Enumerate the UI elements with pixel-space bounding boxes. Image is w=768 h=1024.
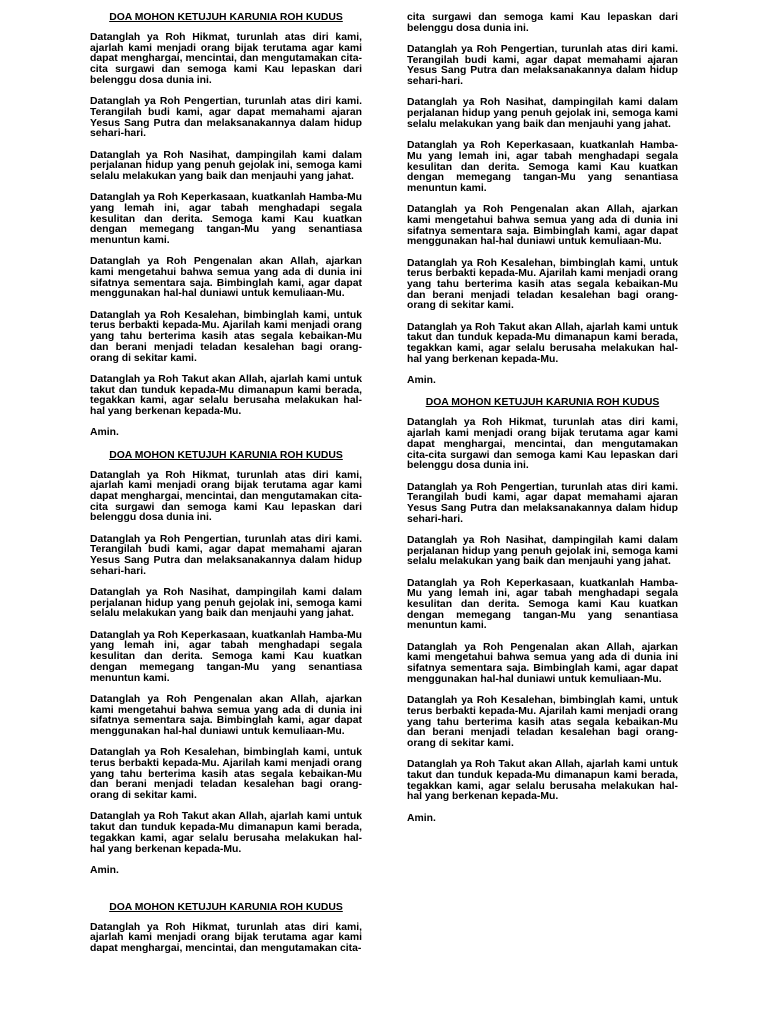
prayer-paragraph: Datanglah ya Roh Pengenalan akan Allah, ajarkan kami mengetahui bahwa semua yang ada di dunia ini sifatnya sementara saja. Bimbinglah kami, agar dapat menggunakan hal-hal duniawi untuk kemuliaan-Mu.: [90, 693, 362, 737]
prayer-paragraph-fragment: cita surgawi dan semoga kami Kau lepaskan dari belenggu dosa dunia ini.: [407, 12, 678, 34]
prayer-paragraph: Datanglah ya Roh Pengenalan akan Allah, ajarkan kami mengetahui bahwa semua yang ada di dunia ini sifatnya sementara saja. Bimbinglah kami, agar dapat menggunakan hal-hal duniawi untuk kemuliaan-Mu.: [90, 256, 362, 300]
prayer-paragraph: Datanglah ya Roh Pengertian, turunlah atas diri kami. Terangilah budi kami, agar dapat memahami ajaran Yesus Sang Putra dan melaksanakannya dalam hidup sehari-hari.: [407, 44, 678, 88]
prayer-title: DOA MOHON KETUJUH KARUNIA ROH KUDUS: [425, 397, 660, 409]
prayer-paragraph: Datanglah ya Roh Nasihat, dampingilah kami dalam perjalanan hidup yang penuh gejolak ini, semoga kami selalu melakukan yang baik dan menjauhi yang jahat.: [407, 534, 678, 568]
prayer-title: DOA MOHON KETUJUH KARUNIA ROH KUDUS: [109, 449, 343, 461]
prayer-paragraph: Datanglah ya Roh Takut akan Allah, ajarlah kami untuk takut dan tunduk kepada-Mu dimanapun kami berada, tegakkan kami, agar selalu berusaha melakukan hal-hal yang berkenan kepada-Mu.: [407, 759, 678, 803]
prayer-paragraph: Datanglah ya Roh Keperkasaan, kuatkanlah Hamba-Mu yang lemah ini, agar tabah menghadapi segala kesulitan dan derita. Semoga kami Kau kuatkan dengan memegang tangan-Mu yang senantiasa menuntun kami.: [90, 192, 362, 247]
prayer-paragraph: Datanglah ya Roh Keperkasaan, kuatkanlah Hamba-Mu yang lemah ini, agar tabah menghadapi segala kesulitan dan derita. Semoga kami Kau kuatkan dengan memegang tangan-Mu yang senantiasa menuntun kami.: [407, 577, 678, 632]
prayer-paragraph: Datanglah ya Roh Pengenalan akan Allah, ajarkan kami mengetahui bahwa semua yang ada di dunia ini sifatnya sementara saja. Bimbinglah kami, agar dapat menggunakan hal-hal duniawi untuk kemuliaan-Mu.: [407, 204, 678, 248]
prayer-paragraph: Datanglah ya Roh Pengertian, turunlah atas diri kami. Terangilah budi kami, agar dapat memahami ajaran Yesus Sang Putra dan melaksanakannya dalam hidup sehari-hari.: [90, 96, 362, 140]
prayer-paragraph: Datanglah ya Roh Kesalehan, bimbinglah kami, untuk terus berbakti kepada-Mu. Ajarilah kami menjadi orang yang tahu berterima kasih atas segala kebaikan-Mu dan berani menjadi teladan kesalehan bagi orang-orang di sekitar kami.: [90, 747, 362, 802]
amen-line: Amin.: [90, 427, 119, 439]
prayer-paragraph: Datanglah ya Roh Kesalehan, bimbinglah kami, untuk terus berbakti kepada-Mu. Ajarilah kami menjadi orang yang tahu berterima kasih atas segala kebaikan-Mu dan berani menjadi teladan kesalehan bagi orang-orang di sekitar kami.: [407, 695, 678, 749]
amen-line: Amin.: [90, 864, 119, 876]
prayer-paragraph-fragment: Datanglah ya Roh Hikmat, turunlah atas diri kami, ajarlah kami menjadi orang bijak terutama agar kami dapat menghargai, mencintai, dan mengutamakan cita-: [90, 921, 362, 954]
right-column: [407, 13, 678, 835]
prayer-paragraph: Datanglah ya Roh Keperkasaan, kuatkanlah Hamba-Mu yang lemah ini, agar tabah menghadapi segala kesulitan dan derita. Semoga kami Kau kuatkan dengan memegang tangan-Mu yang senantiasa menuntun kami.: [90, 629, 362, 684]
prayer-paragraph: Datanglah ya Roh Pengenalan akan Allah, ajarkan kami mengetahui bahwa semua yang ada di dunia ini sifatnya sementara saja. Bimbinglah kami, agar dapat menggunakan hal-hal duniawi untuk kemuliaan-Mu.: [407, 641, 678, 685]
amen-line: Amin.: [407, 375, 436, 387]
prayer-paragraph: Datanglah ya Roh Takut akan Allah, ajarlah kami untuk takut dan tunduk kepada-Mu dimanapun kami berada, tegakkan kami, agar selalu berusaha melakukan hal-hal yang berkenan kepada-Mu.: [90, 811, 362, 855]
prayer-paragraph: Datanglah ya Roh Nasihat, dampingilah kami dalam perjalanan hidup yang penuh gejolak ini, semoga kami selalu melakukan yang baik dan menjauhi yang jahat.: [407, 97, 678, 130]
prayer-paragraph: Datanglah ya Roh Nasihat, dampingilah kami dalam perjalanan hidup yang penuh gejolak ini, semoga kami selalu melakukan yang baik dan menjauhi yang jahat.: [90, 149, 362, 182]
amen-line: Amin.: [407, 812, 436, 824]
prayer-paragraph: Datanglah ya Roh Takut akan Allah, ajarlah kami untuk takut dan tunduk kepada-Mu dimanapun kami berada, tegakkan kami, agar selalu berusaha melakukan hal-hal yang berkenan kepada-Mu.: [407, 321, 678, 365]
prayer-title: DOA MOHON KETUJUH KARUNIA ROH KUDUS: [109, 12, 343, 23]
prayer-title: DOA MOHON KETUJUH KARUNIA ROH KUDUS: [109, 901, 343, 913]
prayer-paragraph: Datanglah ya Roh Hikmat, turunlah atas diri kami, ajarlah kami menjadi orang bijak terutama agar kami dapat menghargai, mencintai, dan mengutamakan cita-cita surgawi dan semoga kami Kau lepaskan dari belenggu dosa dunia ini.: [90, 469, 362, 524]
prayer-paragraph: Datanglah ya Roh Pengertian, turunlah atas diri kami. Terangilah budi kami, agar dapat memahami ajaran Yesus Sang Putra dan melaksanakannya dalam hidup sehari-hari.: [407, 481, 678, 525]
left-column: [90, 12, 362, 965]
prayer-paragraph: Datanglah ya Roh Takut akan Allah, ajarlah kami untuk takut dan tunduk kepada-Mu dimanapun kami berada, tegakkan kami, agar selalu berusaha melakukan hal-hal yang berkenan kepada-Mu.: [90, 373, 362, 417]
prayer-paragraph: Datanglah ya Roh Pengertian, turunlah atas diri kami. Terangilah budi kami, agar dapat memahami ajaran Yesus Sang Putra dan melaksanakannya dalam hidup sehari-hari.: [90, 533, 362, 577]
prayer-paragraph: Datanglah ya Roh Hikmat, turunlah atas diri kami, ajarlah kami menjadi orang bijak terutama agar kami dapat menghargai, mencintai, dan mengutamakan cita-cita surgawi dan semoga kami Kau lepaskan dari belenggu dosa dunia ini.: [407, 417, 678, 472]
prayer-paragraph: Datanglah ya Roh Keperkasaan, kuatkanlah Hamba-Mu yang lemah ini, agar tabah menghadapi segala kesulitan dan derita. Semoga kami Kau kuatkan dengan memegang tangan-Mu yang senantiasa menuntun kami.: [407, 140, 678, 194]
prayer-paragraph: Datanglah ya Roh Hikmat, turunlah atas diri kami, ajarlah kami menjadi orang bijak terutama agar kami dapat menghargai, mencintai, dan mengutamakan cita-cita surgawi dan semoga kami Kau lepaskan dari belenggu dosa dunia ini.: [90, 32, 362, 86]
prayer-paragraph: Datanglah ya Roh Kesalehan, bimbinglah kami, untuk terus berbakti kepada-Mu. Ajarilah kami menjadi orang yang tahu berterima kasih atas segala kebaikan-Mu dan berani menjadi teladan kesalehan bagi orang-orang di sekitar kami.: [407, 257, 678, 312]
prayer-paragraph: Datanglah ya Roh Nasihat, dampingilah kami dalam perjalanan hidup yang penuh gejolak ini, semoga kami selalu melakukan yang baik dan menjauhi yang jahat.: [90, 587, 362, 620]
prayer-paragraph: Datanglah ya Roh Kesalehan, bimbinglah kami, untuk terus berbakti kepada-Mu. Ajarilah kami menjadi orang yang tahu berterima kasih atas segala kebaikan-Mu dan berani menjadi teladan kesalehan bagi orang-orang di sekitar kami.: [90, 309, 362, 364]
